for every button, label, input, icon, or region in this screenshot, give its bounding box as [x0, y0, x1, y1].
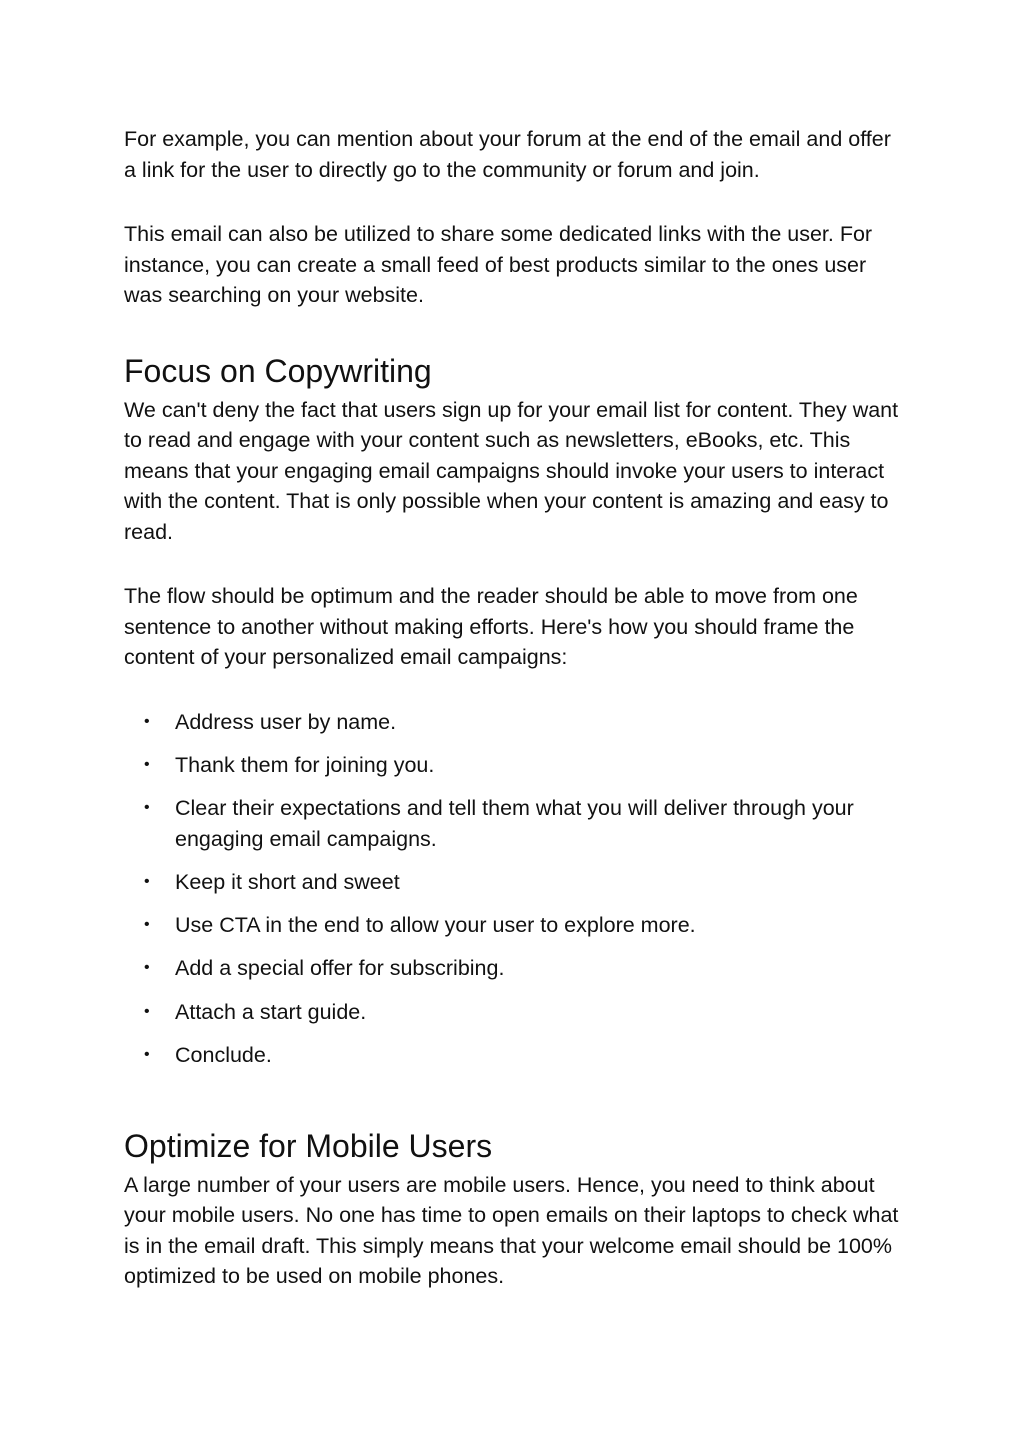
- document-page: [124, 124, 904, 1292]
- list-item-text: Attach a start guide.: [175, 999, 367, 1024]
- list-item: [124, 997, 904, 1028]
- bullet-icon: •: [144, 1046, 150, 1064]
- list-item-text: Clear their expectations and tell them what you will deliver through your engaging email campaigns.: [175, 796, 854, 851]
- list-item: [124, 910, 904, 941]
- list-item-text: Address user by name.: [175, 709, 397, 734]
- list-item-text: Keep it short and sweet: [175, 869, 400, 894]
- list-item: [124, 750, 904, 781]
- copywriting-tips-list: [124, 707, 904, 1071]
- heading-optimize-for-mobile-users: Optimize for Mobile Users: [124, 1127, 493, 1164]
- list-item: [124, 1040, 904, 1071]
- bullet-icon: •: [144, 799, 150, 817]
- paragraph-dedicated-links: This email can also be utilized to share some dedicated links with the user. For instance, you can create a small feed of best products similar to the ones user was searching on your website.: [124, 222, 873, 307]
- list-item: [124, 867, 904, 898]
- bullet-icon: •: [144, 712, 150, 730]
- heading-focus-on-copywriting: Focus on Copywriting: [124, 352, 432, 389]
- bullet-icon: •: [144, 959, 150, 977]
- bullet-icon: •: [144, 872, 150, 890]
- list-item: [124, 793, 904, 854]
- list-item-text: Add a special offer for subscribing.: [175, 956, 505, 981]
- paragraph-mobile-users: A large number of your users are mobile users. Hence, you need to think about your mobile users. No one has time to open emails on their laptops to check what is in the email draft. This simply means that your welcome email should be 100% optimized to be used on mobile phones.: [124, 1172, 899, 1289]
- bullet-icon: •: [144, 916, 150, 934]
- list-item-text: Use CTA in the end to allow your user to explore more.: [175, 913, 696, 938]
- list-item-text: Conclude.: [175, 1043, 272, 1068]
- paragraph-forum-example: For example, you can mention about your forum at the end of the email and offer a link for the user to directly go to the community or forum and join.: [124, 127, 891, 182]
- list-item: [124, 707, 904, 738]
- list-item-text: Thank them for joining you.: [175, 752, 435, 777]
- bullet-icon: •: [144, 755, 150, 773]
- paragraph-copywriting-intro: We can't deny the fact that users sign up for your email list for content. They want to read and engage with your content such as newsletters, eBooks, etc. This means that your engaging email campaigns should invoke your users to interact with the content. That is only possible when your content is amazing and easy to read.: [124, 397, 899, 544]
- bullet-icon: •: [144, 1002, 150, 1020]
- list-item: [124, 953, 904, 984]
- paragraph-copywriting-flow: The flow should be optimum and the reader should be able to move from one sentence to another without making efforts. Here's how you should frame the content of your personalized email campaigns:: [124, 584, 858, 669]
